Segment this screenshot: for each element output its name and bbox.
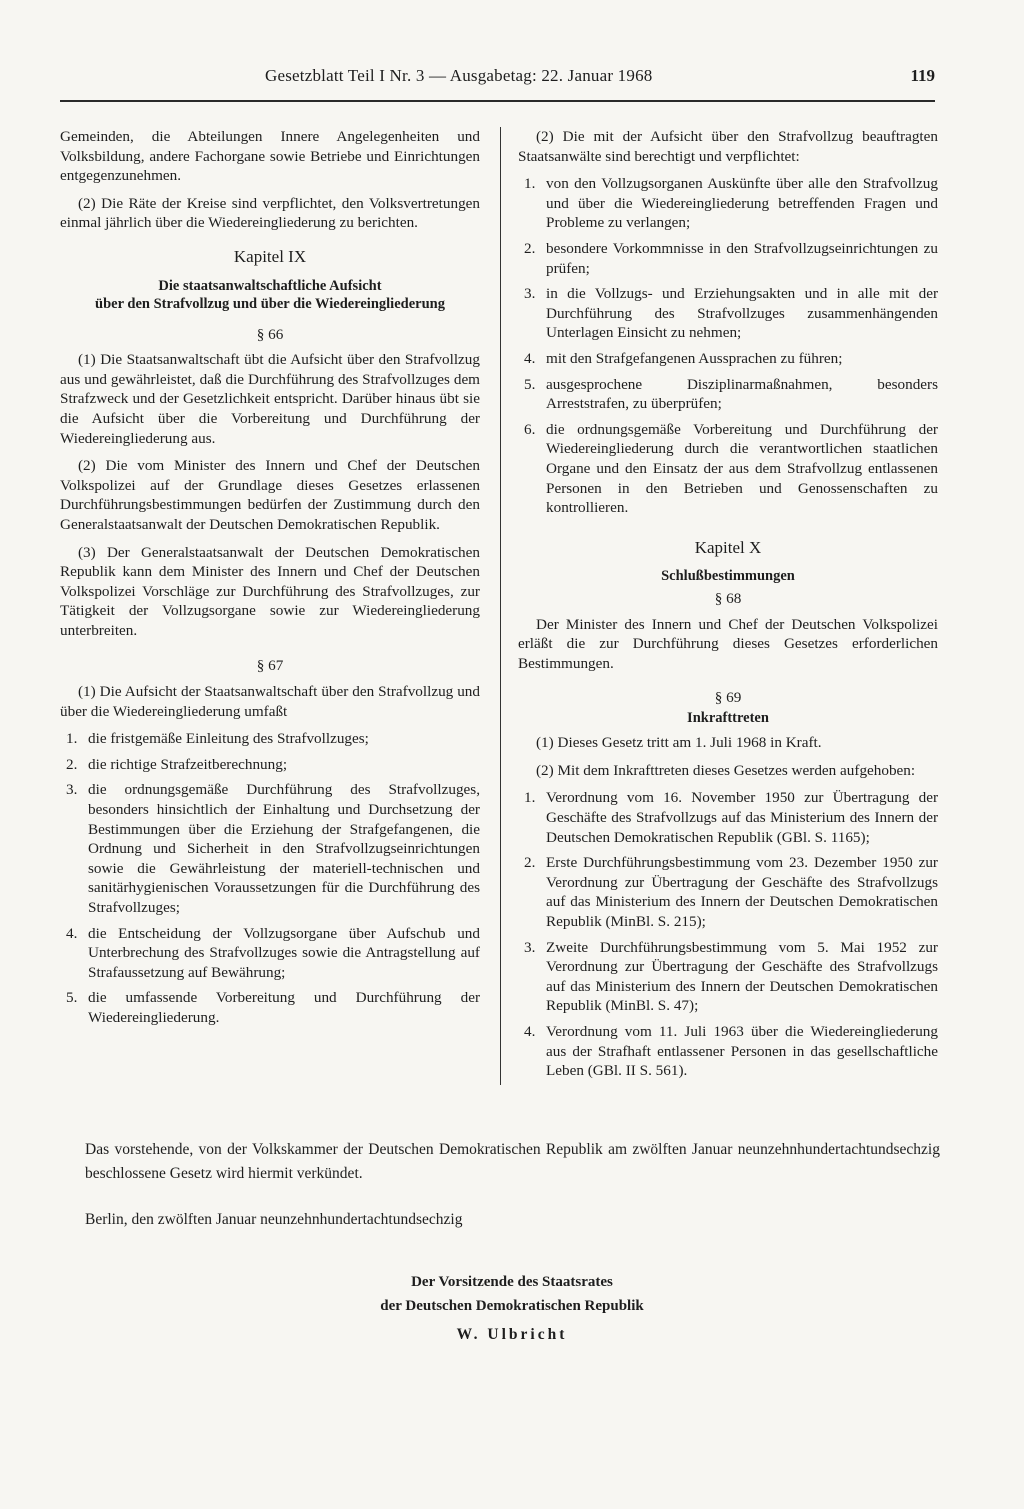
list-text: Erste Durchführungsbestimmung vom 23. Dezember 1950 zur Verordnung zur Übertragung der Geschäfte des Strafvollzugs auf das Ministerium des Innern der Deutschen Demokratischen Republik (MinBl. S. 215); [546, 854, 938, 930]
list-item [518, 375, 938, 414]
list-number: 3. [524, 285, 536, 303]
list-number: 1. [524, 175, 536, 193]
list-item [60, 988, 480, 1027]
list-text: in die Vollzugs- und Erziehungsakten und in alle mit der Durchführung des Strafvollzuges zusammenhängenden Unterlagen Einsicht zu nehmen; [546, 285, 938, 342]
section-66-paragraph-1: (1) Die Staatsanwaltschaft übt die Aufsicht über den Strafvollzug aus und gewährleistet, daß die Durchführung des Strafvollzuges dem Strafzweck und der Gesetzlichkeit entspricht. Darüber hinaus übt sie die Aufsicht über die Vorbereitung und Durchführung der Wiedereingliederung aus. [60, 351, 480, 447]
list-number: 4. [524, 349, 536, 367]
list-text: Verordnung vom 11. Juli 1963 über die Wiedereingliederung aus der Strafhaft entlassener Personen in das gesellschaftliche Leben (GBl. II S. 561). [546, 1022, 938, 1080]
list-number: 6. [524, 420, 536, 438]
list-text: die richtige Strafzeitberechnung; [88, 755, 288, 773]
list-text: von den Vollzugsorganen Auskünfte über alle den Strafvollzug und über die Wiedereingliederung betreffenden Fragen und Probleme zu verlangen; [546, 175, 938, 232]
section-66-heading: § 66 [256, 325, 284, 343]
page-header [60, 64, 935, 102]
section-69-heading: § 69 [714, 688, 742, 706]
list-number: 5. [524, 375, 536, 393]
chapter-title-ix-line1: Die staatsanwaltschaftliche Aufsicht [158, 277, 382, 294]
list-item [518, 239, 938, 278]
list-number: 3. [66, 781, 78, 799]
section-69-paragraph-1: (1) Dieses Gesetz tritt am 1. Juli 1968 in Kraft. [536, 734, 822, 752]
list-item [518, 284, 938, 343]
signature-name: W. Ulbricht [456, 1326, 568, 1343]
section-66-paragraph-3: (3) Der Generalstaatsanwalt der Deutschen Demokratischen Republik kann dem Minister des Innern und Chef der Deutschen Volkspolizei Vorschläge zur Durchführung des Strafvollzuges, zur Tätigkeit der Vollzugsorgane sowie zur Wiedereingliederung unterbreiten. [60, 543, 480, 639]
list-item [518, 1022, 938, 1081]
list-number: 2. [524, 239, 536, 257]
list-text: Zweite Durchführungsbestimmung vom 5. Mai 1952 zur Verordnung zur Übertragung der Geschäfte des Strafvollzugs auf das Ministerium des Innern der Deutschen Demokratischen Republik (MinBl. S. 47); [546, 938, 938, 1015]
list-item [518, 853, 938, 931]
promulgation-text: Das vorstehende, von der Volkskammer der Deutschen Demokratischen Republik am zwölften Januar neunzehnhundertachtundsechzig beschlossene Gesetz wird hiermit verkündet. [85, 1141, 940, 1182]
page-number: 119 [910, 66, 935, 85]
chapter-title-x: Schlußbestimmungen [661, 568, 795, 585]
list-item [60, 780, 480, 917]
section-67-paragraph-2: (2) Die mit der Aufsicht über den Strafvollzug beauftragten Staatsanwälte sind berechtigt und verpflichtet: [518, 128, 938, 165]
paragraph-intro: Gemeinden, die Abteilungen Innere Angelegenheiten und Volksbildung, andere Fachorgane sowie Betriebe und Einrichtungen entgegenzunehmen. [60, 128, 480, 185]
list-text: die ordnungsgemäße Durchführung des Strafvollzuges, besonders hinsichtlich der Einhaltung und Durchsetzung der Bestimmungen über die Erziehung der Strafgefangenen, die Ordnung und Sicherheit in den Strafvollzugseinrichtungen sowie die Gewährleistung der materiell-technischen und sanitärhygienischen Voraussetzungen für die Durchführung des Strafvollzuges; [88, 781, 480, 916]
section-68-heading: § 68 [714, 590, 742, 608]
list-item [518, 349, 938, 369]
list-text: mit den Strafgefangenen Aussprachen zu führen; [546, 349, 843, 367]
list-text: ausgesprochene Disziplinarmaßnahmen, besonders Arreststrafen, zu überprüfen; [546, 375, 938, 413]
chapter-title-ix-line2: über den Strafvollzug und über die Wiedereingliederung [95, 295, 445, 312]
list-text: besondere Vorkommnisse in den Strafvollzugseinrichtungen zu prüfen; [546, 239, 938, 277]
section-67-list [60, 729, 480, 1027]
chapter-heading-ix: Kapitel IX [233, 246, 307, 266]
list-text: die fristgemäße Einleitung des Strafvollzuges; [88, 730, 369, 748]
list-number: 4. [66, 924, 78, 942]
section-69-paragraph-2: (2) Mit dem Inkrafttreten dieses Gesetzes werden aufgehoben: [536, 761, 916, 779]
section-69-list [518, 788, 938, 1080]
list-text: die umfassende Vorbereitung und Durchführung der Wiedereingliederung. [88, 989, 480, 1026]
signature-title-line2: der Deutschen Demokratischen Republik [380, 1298, 644, 1314]
list-number: 5. [66, 989, 78, 1007]
place-date: Berlin, den zwölften Januar neunzehnhundertachtundsechzig [85, 1211, 463, 1228]
list-item [518, 788, 938, 847]
section-69-title: Inkrafttreten [687, 710, 769, 727]
column-divider [500, 127, 501, 1085]
list-item [60, 924, 480, 983]
list-item [60, 755, 480, 775]
list-number: 4. [524, 1022, 536, 1040]
list-number: 1. [66, 730, 78, 748]
signature-title-line1: Der Vorsitzende des Staatsrates [411, 1274, 613, 1290]
list-text: die Entscheidung der Vollzugsorgane über Aufschub und Unterbrechung des Strafvollzuges sowie die Antragstellung auf Strafaussetzung auf Bewährung; [88, 924, 480, 981]
paragraph-raete: (2) Die Räte der Kreise sind verpflichtet, den Volksvertretungen einmal jährlich über die Wiedereingliederung zu berichten. [60, 194, 480, 232]
section-68-paragraph: Der Minister des Innern und Chef der Deutschen Volkspolizei erläßt die zur Durchführung dieses Gesetzes erforderlichen Bestimmungen. [518, 615, 938, 673]
list-text: die ordnungsgemäße Vorbereitung und Durchführung der Wiedereingliederung durch die verantwortlichen staatlichen Organe und den Einsatz der aus dem Strafvollzug entlassenen Personen in den Betrieben und Genossenschaften zu kontrollieren. [546, 420, 938, 517]
list-text: Verordnung vom 16. November 1950 zur Übertragung der Geschäfte des Strafvollzugs auf das Ministerium des Innern der Deutschen Demokratischen Republik (GBl. S. 1165); [546, 789, 938, 846]
list-number: 3. [524, 938, 536, 956]
chapter-title-ix [60, 277, 480, 313]
closing-block [85, 1138, 940, 1254]
right-column [518, 127, 938, 1087]
list-item [518, 938, 938, 1016]
header-title: Gesetzblatt Teil I Nr. 3 — Ausgabetag: 22. Januar 1968 [265, 66, 653, 85]
left-column [60, 127, 480, 1034]
list-item [518, 420, 938, 518]
list-item [518, 174, 938, 233]
list-number: 2. [66, 755, 78, 773]
section-66-paragraph-2: (2) Die vom Minister des Innern und Chef der Deutschen Volkspolizei auf der Grundlage dieses Gesetzes erlassenen Durchführungsbestimmungen bedürfen der Zustimmung durch den Generalstaatsanwalt der Deutschen Demokratischen Republik. [60, 457, 480, 533]
list-number: 1. [524, 789, 536, 807]
chapter-heading-x: Kapitel X [694, 537, 762, 557]
section-67-heading: § 67 [256, 657, 284, 675]
list-number: 2. [524, 854, 536, 872]
section-67-2-list [518, 174, 938, 518]
section-67-paragraph-1: (1) Die Aufsicht der Staatsanwaltschaft über den Strafvollzug und über die Wiedereingliederung umfaßt [60, 683, 480, 720]
list-item [60, 729, 480, 749]
